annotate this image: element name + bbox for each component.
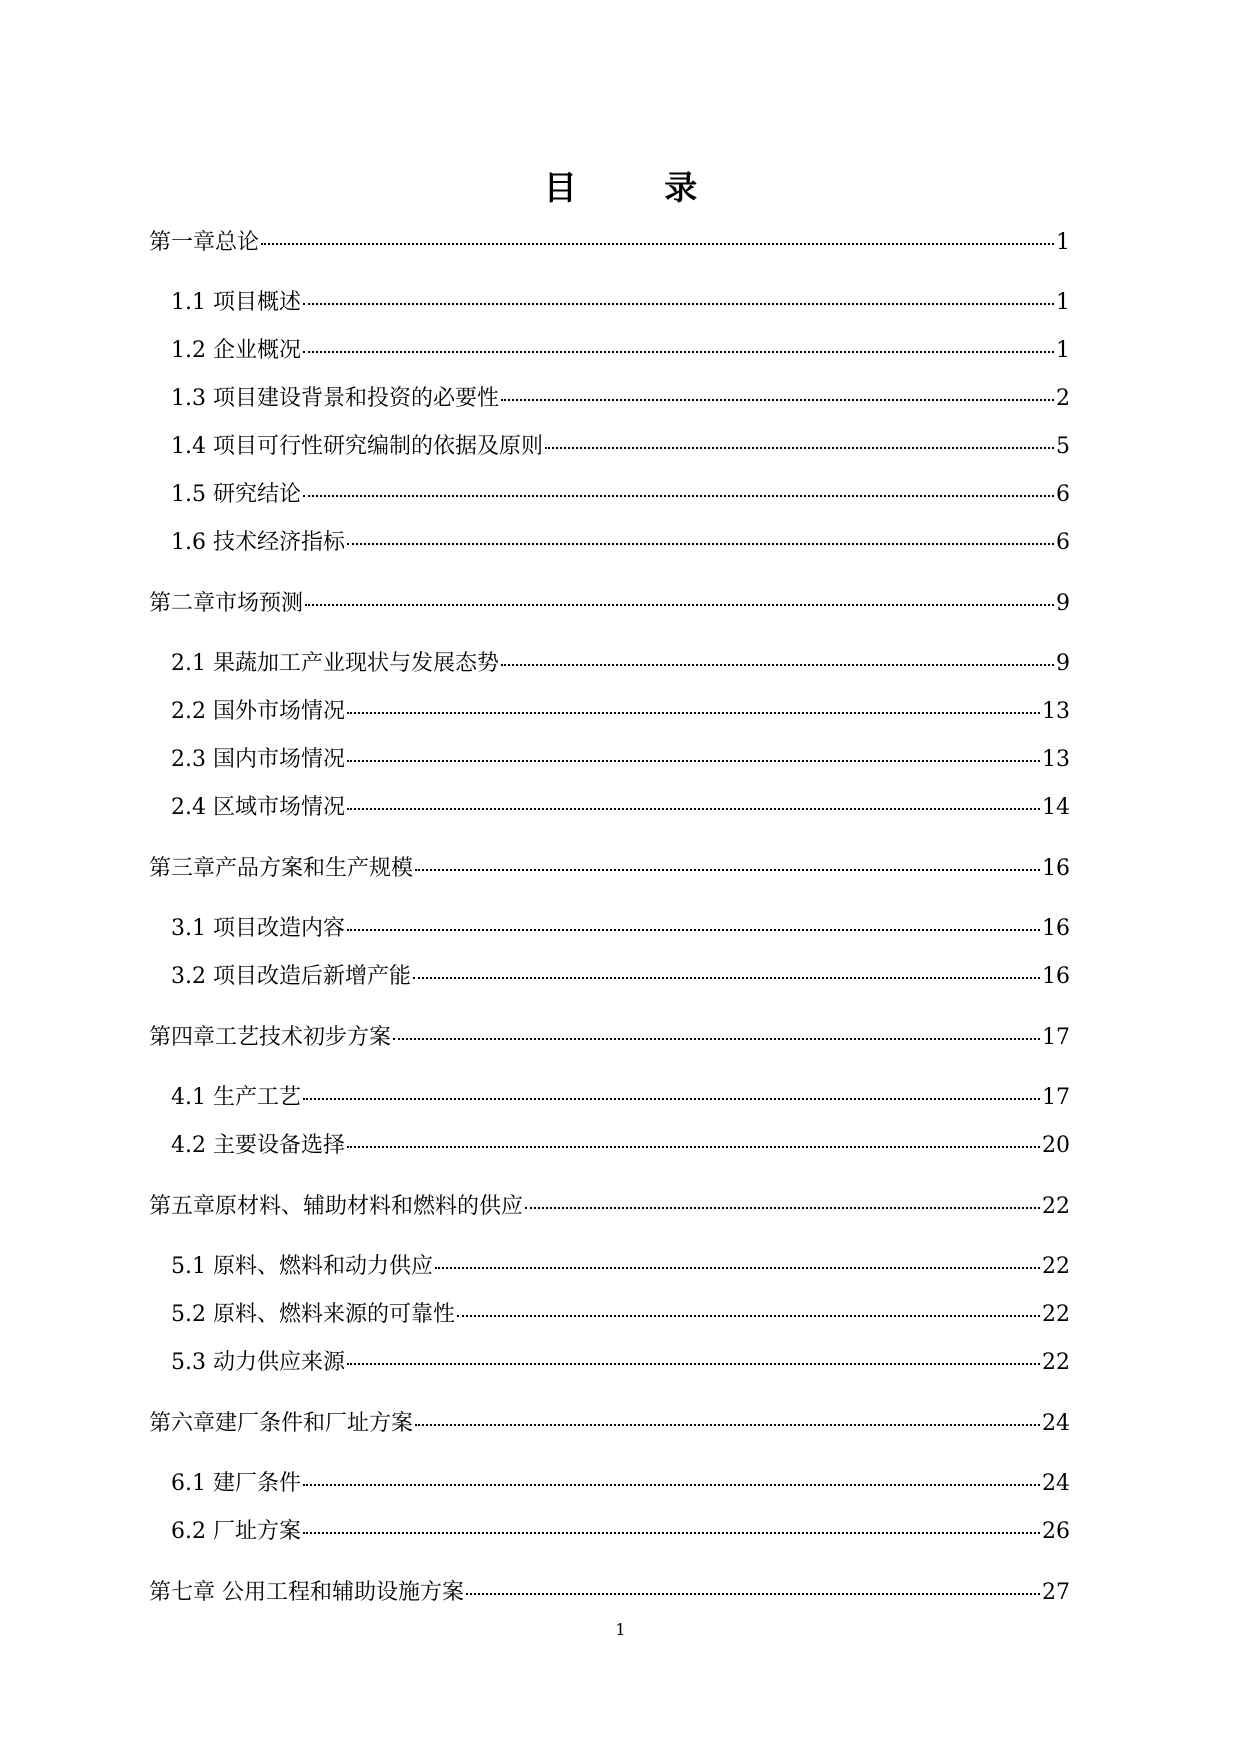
toc-dot-leader	[415, 869, 1040, 871]
toc-entry-section-5-2[interactable]	[171, 1300, 1070, 1330]
toc-dot-leader	[393, 1038, 1040, 1040]
toc-entry-section-1-4[interactable]	[171, 432, 1070, 462]
toc-entry-page: 1	[1056, 230, 1070, 255]
toc-entry-label: 1.2 企业概况	[171, 338, 301, 363]
toc-dot-leader	[261, 243, 1054, 245]
toc-entry-section-3-2[interactable]	[171, 962, 1070, 992]
toc-entry-page: 16	[1042, 916, 1070, 941]
toc-dot-leader	[466, 1593, 1040, 1595]
toc-dot-leader	[347, 1146, 1040, 1148]
toc-entry-chapter-7[interactable]	[149, 1578, 1070, 1608]
toc-entry-page: 22	[1042, 1302, 1070, 1327]
toc-dot-leader	[415, 1424, 1040, 1426]
toc-dot-leader	[303, 351, 1054, 353]
toc-entry-section-1-2[interactable]	[171, 336, 1070, 366]
toc-dot-leader	[413, 977, 1040, 979]
toc-entry-label: 1.3 项目建设背景和投资的必要性	[171, 386, 499, 411]
toc-entry-label: 6.2 厂址方案	[171, 1519, 301, 1544]
toc-entry-label: 2.4 区域市场情况	[171, 795, 345, 820]
toc-dot-leader	[347, 929, 1040, 931]
toc-entry-label: 4.2 主要设备选择	[171, 1133, 345, 1158]
toc-entry-page: 27	[1042, 1580, 1070, 1605]
toc-entry-section-2-3[interactable]	[171, 745, 1070, 775]
toc-dot-leader	[347, 543, 1054, 545]
toc-entry-label: 1.1 项目概述	[171, 290, 301, 315]
toc-entry-label: 第一章总论	[149, 230, 260, 255]
toc-entry-page: 13	[1042, 747, 1070, 772]
toc-entry-chapter-1[interactable]	[149, 228, 1070, 258]
toc-dot-leader	[347, 1363, 1040, 1365]
toc-dot-leader	[305, 604, 1054, 606]
toc-entry-chapter-6[interactable]	[149, 1409, 1070, 1439]
toc-entry-label: 3.1 项目改造内容	[171, 916, 345, 941]
toc-dot-leader	[435, 1267, 1040, 1269]
toc-dot-leader	[303, 1532, 1040, 1534]
toc-entry-label: 2.2 国外市场情况	[171, 699, 345, 724]
toc-entry-label: 1.4 项目可行性研究编制的依据及原则	[171, 434, 543, 459]
toc-dot-leader	[501, 399, 1054, 401]
toc-dot-leader	[303, 495, 1054, 497]
toc-entry-label: 第六章建厂条件和厂址方案	[149, 1411, 414, 1436]
toc-entry-chapter-2[interactable]	[149, 589, 1070, 619]
page-number: 1	[615, 1620, 626, 1639]
toc-entry-page: 24	[1042, 1411, 1070, 1436]
toc-entry-page: 13	[1042, 699, 1070, 724]
toc-entry-label: 5.3 动力供应来源	[171, 1350, 345, 1375]
toc-entry-page: 17	[1042, 1085, 1070, 1110]
toc-entry-label: 1.5 研究结论	[171, 482, 301, 507]
toc-dot-leader	[545, 447, 1054, 449]
toc-entry-chapter-5[interactable]	[149, 1192, 1070, 1222]
toc-entry-label: 2.1 果蔬加工产业现状与发展态势	[171, 651, 499, 676]
toc-entry-label: 第二章市场预测	[149, 591, 304, 616]
toc-entry-label: 5.1 原料、燃料和动力供应	[171, 1254, 433, 1279]
toc-dot-leader	[347, 760, 1040, 762]
toc-entry-section-6-2[interactable]	[171, 1517, 1070, 1547]
toc-entry-section-2-4[interactable]	[171, 793, 1070, 823]
toc-entry-page: 24	[1042, 1471, 1070, 1496]
toc-entry-section-5-1[interactable]	[171, 1252, 1070, 1282]
toc-entry-page: 2	[1056, 386, 1070, 411]
toc-entry-section-1-6[interactable]	[171, 528, 1070, 558]
toc-entry-page: 6	[1056, 482, 1070, 507]
toc-entry-label: 6.1 建厂条件	[171, 1471, 301, 1496]
toc-entry-page: 17	[1042, 1025, 1070, 1050]
toc-entry-label: 2.3 国内市场情况	[171, 747, 345, 772]
toc-entry-page: 5	[1056, 434, 1070, 459]
toc-entry-chapter-4[interactable]	[149, 1023, 1070, 1053]
toc-dot-leader	[303, 1098, 1040, 1100]
toc-entry-page: 9	[1056, 651, 1070, 676]
toc-entry-label: 第四章工艺技术初步方案	[149, 1025, 392, 1050]
toc-entry-chapter-3[interactable]	[149, 854, 1070, 884]
toc-entry-page: 20	[1042, 1133, 1070, 1158]
toc-entry-page: 16	[1042, 964, 1070, 989]
toc-entry-section-4-1[interactable]	[171, 1083, 1070, 1113]
toc-dot-leader	[457, 1315, 1040, 1317]
toc-entry-label: 第七章 公用工程和辅助设施方案	[149, 1580, 464, 1605]
toc-entry-section-4-2[interactable]	[171, 1131, 1070, 1161]
toc-entry-page: 1	[1056, 338, 1070, 363]
toc-entry-page: 14	[1042, 795, 1070, 820]
toc-entry-section-5-3[interactable]	[171, 1348, 1070, 1378]
toc-entry-label: 第五章原材料、辅助材料和燃料的供应	[149, 1194, 524, 1219]
toc-entry-label: 3.2 项目改造后新增产能	[171, 964, 411, 989]
toc-entry-section-2-2[interactable]	[171, 697, 1070, 727]
toc-title: 目 录	[543, 168, 736, 207]
toc-entry-page: 6	[1056, 530, 1070, 555]
toc-entry-section-2-1[interactable]	[171, 649, 1070, 679]
toc-entry-page: 16	[1042, 856, 1070, 881]
toc-entry-page: 9	[1056, 591, 1070, 616]
toc-entry-page: 22	[1042, 1254, 1070, 1279]
toc-dot-leader	[303, 1484, 1040, 1486]
toc-dot-leader	[303, 303, 1054, 305]
toc-entry-page: 26	[1042, 1519, 1070, 1544]
toc-dot-leader	[501, 664, 1054, 666]
toc-entry-section-6-1[interactable]	[171, 1469, 1070, 1499]
toc-entry-section-1-5[interactable]	[171, 480, 1070, 510]
toc-entry-label: 第三章产品方案和生产规模	[149, 856, 414, 881]
toc-entry-page: 1	[1056, 290, 1070, 315]
toc-entry-label: 4.1 生产工艺	[171, 1085, 301, 1110]
toc-entry-label: 1.6 技术经济指标	[171, 530, 345, 555]
toc-entry-label: 5.2 原料、燃料来源的可靠性	[171, 1302, 455, 1327]
toc-entry-section-1-3[interactable]	[171, 384, 1070, 414]
toc-entry-section-1-1[interactable]	[171, 288, 1070, 318]
toc-entry-section-3-1[interactable]	[171, 914, 1070, 944]
toc-entry-page: 22	[1042, 1350, 1070, 1375]
toc-dot-leader	[347, 712, 1040, 714]
toc-entry-page: 22	[1042, 1194, 1070, 1219]
toc-dot-leader	[525, 1207, 1040, 1209]
toc-dot-leader	[347, 808, 1040, 810]
